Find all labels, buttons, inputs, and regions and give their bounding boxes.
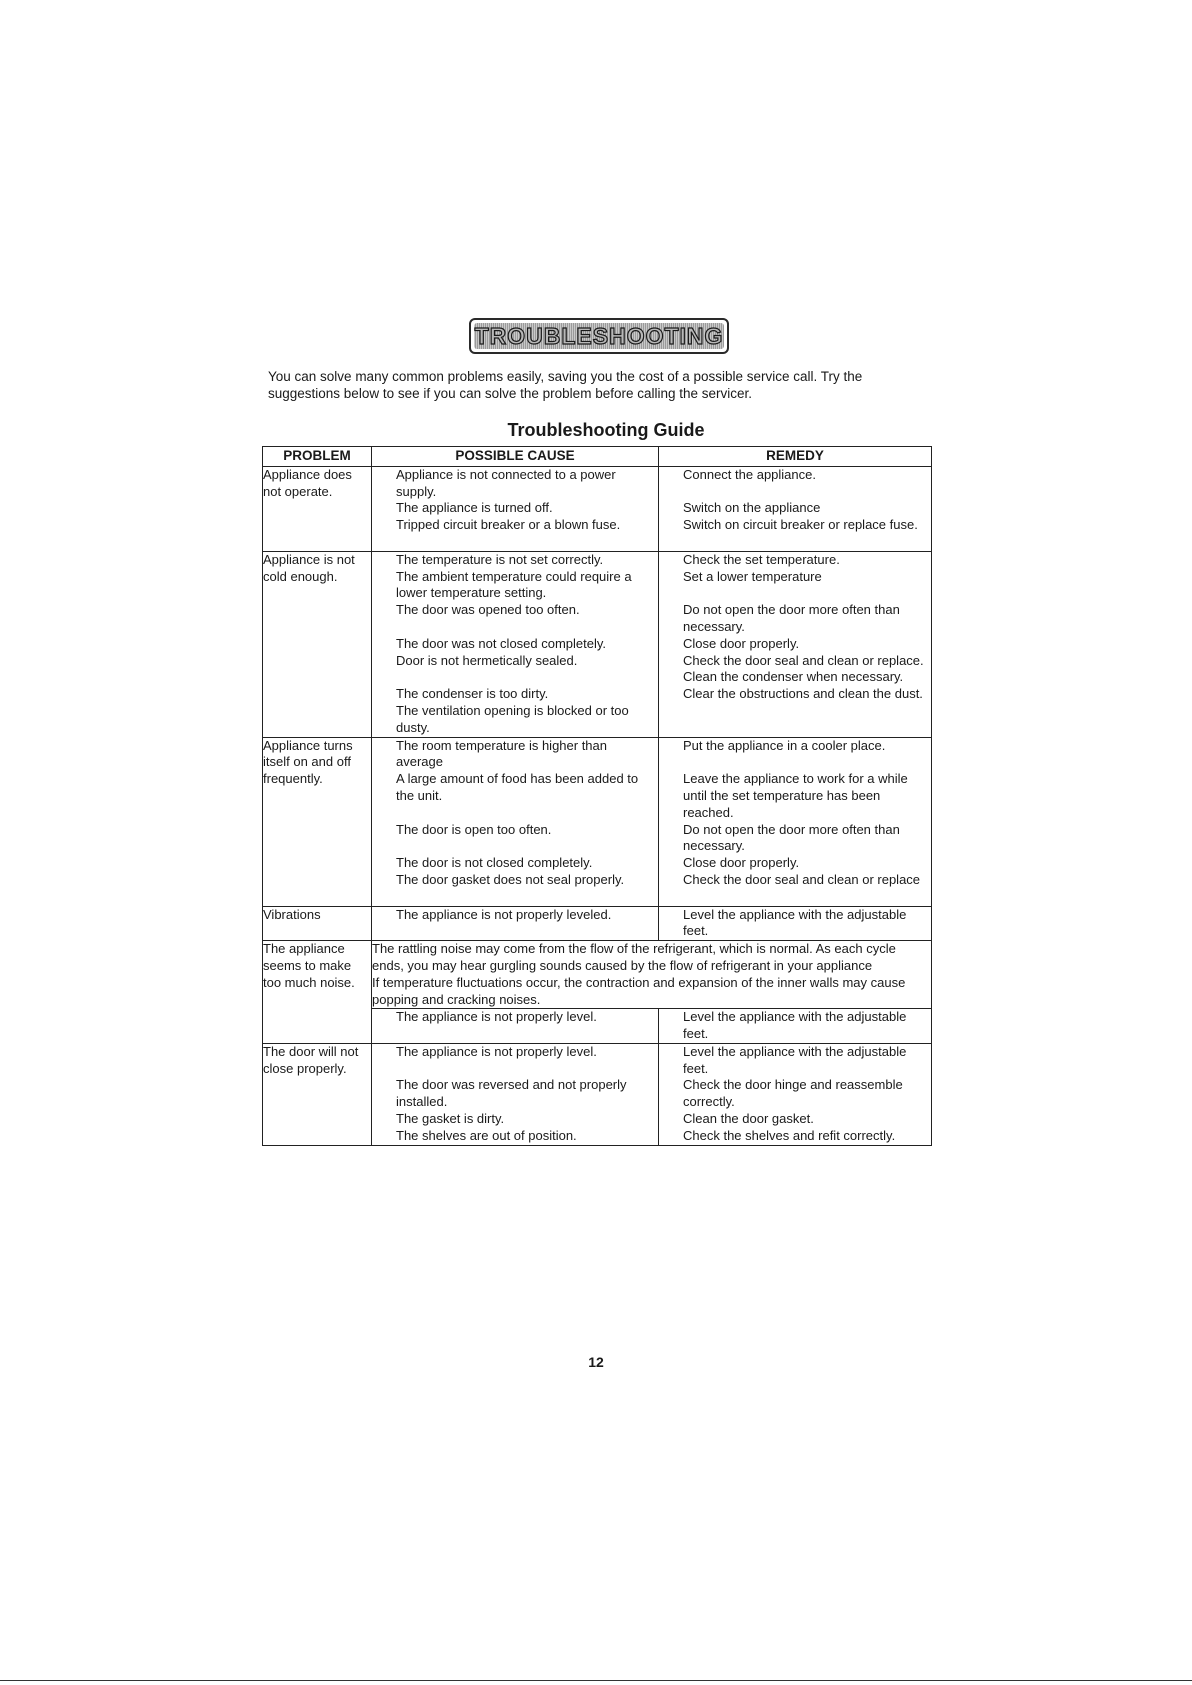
- table-row: [263, 466, 932, 551]
- problem-cell: Vibrations: [263, 906, 372, 941]
- remedy-text: Switch on the appliance: [683, 500, 821, 516]
- page-number: 12: [588, 1354, 604, 1370]
- cause-text: The door is open too often.: [396, 821, 552, 837]
- cause-text: The appliance is not properly level.: [396, 1009, 597, 1025]
- header-possible-cause: POSSIBLE CAUSE: [372, 447, 659, 467]
- remedy-text: Clean the door gasket.: [683, 1111, 814, 1127]
- table-header-row: [263, 447, 932, 467]
- remedy-cell: [659, 551, 932, 737]
- header-remedy: REMEDY: [659, 447, 932, 467]
- table-row: [263, 1043, 932, 1145]
- remedy-text: Set a lower temperature: [683, 568, 822, 584]
- remedy-text: Level the appliance with the adjustable feet.: [683, 1009, 907, 1042]
- remedy-text: Check the door seal and clean or replace: [683, 871, 921, 887]
- remedy-cell: [659, 1009, 932, 1044]
- problem-cell: The door will not close properly.: [263, 1043, 372, 1145]
- cause-text: The appliance is not properly level.: [396, 1043, 597, 1059]
- remedy-text: Level the appliance with the adjustable feet.: [683, 1043, 907, 1076]
- remedy-text: Check the door hinge and reassemble correctly.: [683, 1077, 903, 1110]
- remedy-cell: [659, 737, 932, 906]
- cause-text: The door is not closed completely.: [396, 855, 593, 871]
- cause-text: A large amount of food has been added to the unit.: [396, 771, 639, 803]
- remedy-text: Connect the appliance.: [683, 466, 816, 482]
- problem-cell: Appliance does not operate.: [263, 466, 372, 551]
- table-row: [263, 941, 932, 1009]
- note-text: The rattling noise may come from the flow of the refrigerant, which is normal. As each cycle ends, you may hear gurgling sounds caused by the flow of refrigerant in your appliance: [372, 941, 896, 973]
- problem-cell: Appliance is not cold enough.: [263, 551, 372, 737]
- cause-text: The door was opened too often.: [396, 602, 580, 618]
- cause-text: The appliance is not properly leveled.: [396, 906, 612, 922]
- remedy-text: Put the appliance in a cooler place.: [683, 737, 886, 753]
- remedy-text: Close door properly.: [683, 855, 800, 871]
- cause-cell: [372, 551, 659, 737]
- table-row: [263, 551, 932, 737]
- remedy-cell: [659, 1043, 932, 1145]
- cause-text: Appliance is not connected to a power supply.: [396, 466, 616, 499]
- remedy-text: Close door properly.: [683, 635, 800, 651]
- cause-cell: [372, 466, 659, 551]
- note-text: If temperature fluctuations occur, the contraction and expansion of the inner walls may cause popping and cracking noises.: [372, 974, 906, 1007]
- cause-text: The ambient temperature could require a lower temperature setting.: [396, 568, 632, 601]
- cause-text: The ventilation opening is blocked or too dusty.: [396, 702, 629, 735]
- remedy-text: Check the door seal and clean or replace.: [683, 652, 924, 668]
- banner-title: TROUBLESHOOTING: [474, 322, 724, 349]
- noise-note-cell: [372, 941, 932, 1009]
- cause-text: The appliance is turned off.: [396, 500, 553, 516]
- cause-text: The door gasket does not seal properly.: [396, 871, 625, 887]
- remedy-text: Level the appliance with the adjustable feet.: [683, 906, 907, 939]
- cause-text: Tripped circuit breaker or a blown fuse.: [396, 517, 621, 533]
- header-problem: PROBLEM: [263, 447, 372, 467]
- remedy-text: Clear the obstructions and clean the dust.: [683, 686, 923, 702]
- remedy-text: Clean the condenser when necessary.: [683, 669, 904, 685]
- remedy-text: Leave the appliance to work for a while until the set temperature has been reached.: [683, 771, 908, 820]
- cause-text: The door was reversed and not properly installed.: [396, 1077, 627, 1110]
- cause-cell: [372, 906, 659, 941]
- bottom-rule: [0, 1680, 1192, 1681]
- cause-text: Door is not hermetically sealed.: [396, 652, 578, 668]
- cause-text: The shelves are out of position.: [396, 1127, 577, 1143]
- intro-paragraph: You can solve many common problems easily, saving you the cost of a possible service call. Try the suggestions below to see if you can solve the problem before calling the servicer.: [268, 369, 863, 401]
- cause-text: The gasket is dirty.: [396, 1111, 505, 1127]
- cause-text: The condenser is too dirty.: [396, 686, 549, 702]
- cause-text: The door was not closed completely.: [396, 635, 607, 651]
- cause-cell: [372, 737, 659, 906]
- remedy-text: Do not open the door more often than necessary.: [683, 821, 900, 854]
- remedy-text: Check the shelves and refit correctly.: [683, 1127, 896, 1143]
- table-row: [263, 906, 932, 941]
- banner-background: [474, 323, 724, 349]
- remedy-text: Do not open the door more often than necessary.: [683, 602, 900, 634]
- troubleshooting-table: [262, 446, 932, 1146]
- cause-cell: [372, 1009, 659, 1044]
- remedy-cell: [659, 906, 932, 941]
- cause-cell: [372, 1043, 659, 1145]
- troubleshooting-banner: [469, 318, 729, 354]
- guide-title: Troubleshooting Guide: [507, 420, 705, 440]
- cause-text: The room temperature is higher than average: [396, 737, 607, 770]
- problem-cell: The appliance seems to make too much noise.: [263, 941, 372, 1044]
- remedy-cell: [659, 466, 932, 551]
- table-row: [263, 737, 932, 906]
- remedy-text: Switch on circuit breaker or replace fuse.: [683, 517, 918, 533]
- problem-cell: Appliance turns itself on and off frequently.: [263, 737, 372, 906]
- remedy-text: Check the set temperature.: [683, 551, 840, 567]
- cause-text: The temperature is not set correctly.: [396, 551, 604, 567]
